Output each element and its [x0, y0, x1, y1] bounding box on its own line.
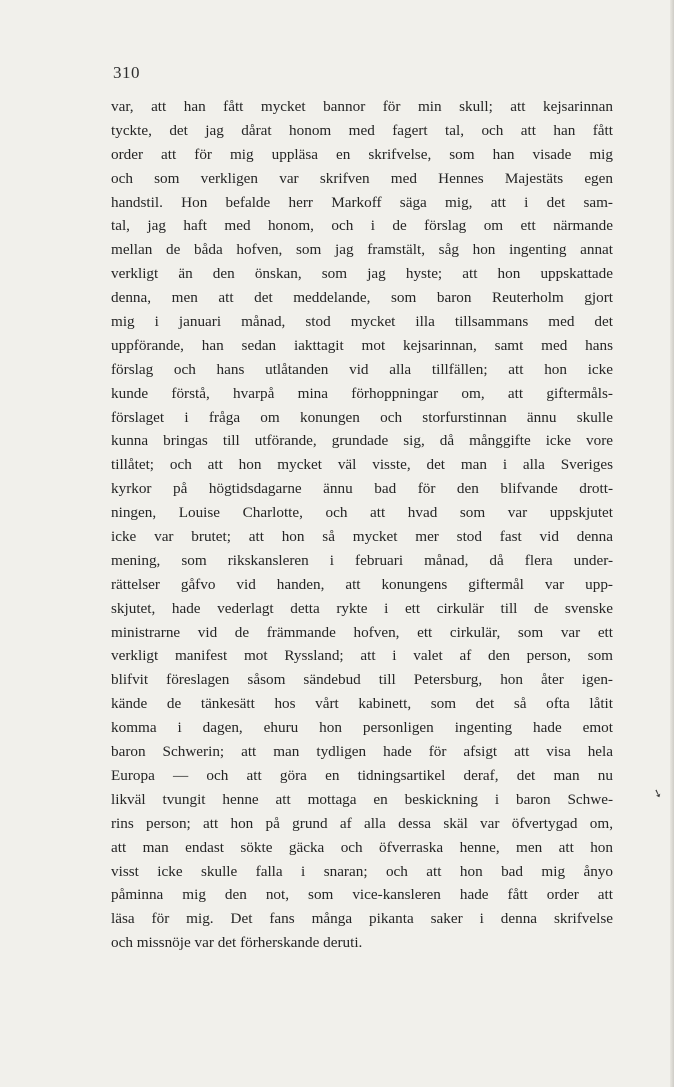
- text-line: förslaget i fråga om konungen och storfurstinnan ännu skulle: [111, 408, 613, 426]
- margin-arrow-icon: ➘: [651, 785, 665, 802]
- text-line: handstil. Hon befalde herr Markoff säga mig, att i det sam-: [111, 193, 613, 211]
- text-line: uppförande, han sedan iakttagit mot kejsarinnan, samt med hans: [111, 336, 613, 354]
- text-line: mellan de båda hofven, som jag framstält, såg hon ingenting annat: [111, 241, 613, 259]
- text-line: och som verkligen var skrifven med Hennes Majestäts egen: [111, 169, 613, 187]
- text-line: skjutet, hade vederlagt detta rykte i ett cirkulär till de svenske: [111, 599, 613, 617]
- text-line: icke var brutet; att hon så mycket mer stod fast vid denna: [111, 528, 613, 546]
- text-line: var, att han fått mycket bannor för min skull; att kejsarinnan: [111, 98, 613, 115]
- text-line: likväl tvungit henne att mottaga en beskickning i baron Schwe-: [111, 790, 613, 808]
- text-line: tal, jag haft med honom, och i de förslag om ett närmande: [111, 217, 613, 235]
- text-line: mig i januari månad, stod mycket illa tillsammans med det: [111, 313, 613, 331]
- text-line: verkligt manifest mot Ryssland; att i valet af den person, som: [111, 647, 613, 665]
- text-line: och missnöje var det förherskande deruti.: [111, 934, 363, 952]
- text-line: läsa för mig. Det fans många pikanta saker i denna skrifvelse: [111, 910, 613, 928]
- text-line: verkligt än den önskan, som jag hyste; att hon uppskattade: [111, 265, 613, 283]
- text-line: kände de tänkesätt hos vårt kabinett, som det så ofta låtit: [111, 695, 613, 713]
- text-line: förslag och hans utlåtanden vid alla tillfällen; att hon icke: [111, 360, 613, 378]
- text-line: kunna bringas till utförande, grundade sig, då månggifte icke vore: [111, 432, 613, 450]
- text-line: kunde förstå, hvarpå mina förhoppningar om, att giftermåls-: [111, 384, 613, 402]
- text-line: att man endast sökte gäcka och öfverraska henne, men att hon: [111, 838, 613, 856]
- body-text: [111, 95, 613, 955]
- text-line: påminna mig den not, som vice-kansleren hade fått order att: [111, 886, 613, 904]
- text-line: Europa — och att göra en tidningsartikel deraf, det man nu: [111, 766, 613, 784]
- page-number: 310: [113, 63, 140, 82]
- text-line: denna, men att det meddelande, som baron Reuterholm gjort: [111, 289, 613, 307]
- text-line: visst icke skulle falla i snaran; och att hon bad mig ånyo: [111, 862, 613, 880]
- text-line: rättelser gåfvo vid handen, att konungens giftermål var upp-: [111, 575, 613, 593]
- text-line: order att för mig uppläsa en skrifvelse, som han visade mig: [111, 145, 613, 163]
- text-line: baron Schwerin; att man tydligen hade för afsigt att visa hela: [111, 743, 613, 761]
- text-line: tyckte, det jag dårat honom med fagert tal, och att han fått: [111, 121, 613, 139]
- text-line: komma i dagen, ehuru hon personligen ingenting hade emot: [111, 719, 613, 737]
- text-line: tillåtet; och att hon mycket väl visste, det man i alla Sveriges: [111, 456, 613, 474]
- page-edge-shadow: [670, 0, 674, 1087]
- text-line: mening, som rikskansleren i februari månad, då flera under-: [111, 551, 613, 569]
- text-line: rins person; att hon på grund af alla dessa skäl var öfvertygad om,: [111, 814, 613, 832]
- text-line: ningen, Louise Charlotte, och att hvad som var uppskjutet: [111, 504, 613, 522]
- text-line: blifvit föreslagen såsom sändebud till Petersburg, hon åter igen-: [111, 671, 613, 689]
- text-line: kyrkor på högtidsdagarne ännu bad för den blifvande drott-: [111, 480, 613, 498]
- text-line: ministrarne vid de främmande hofven, ett cirkulär, som var ett: [111, 623, 613, 641]
